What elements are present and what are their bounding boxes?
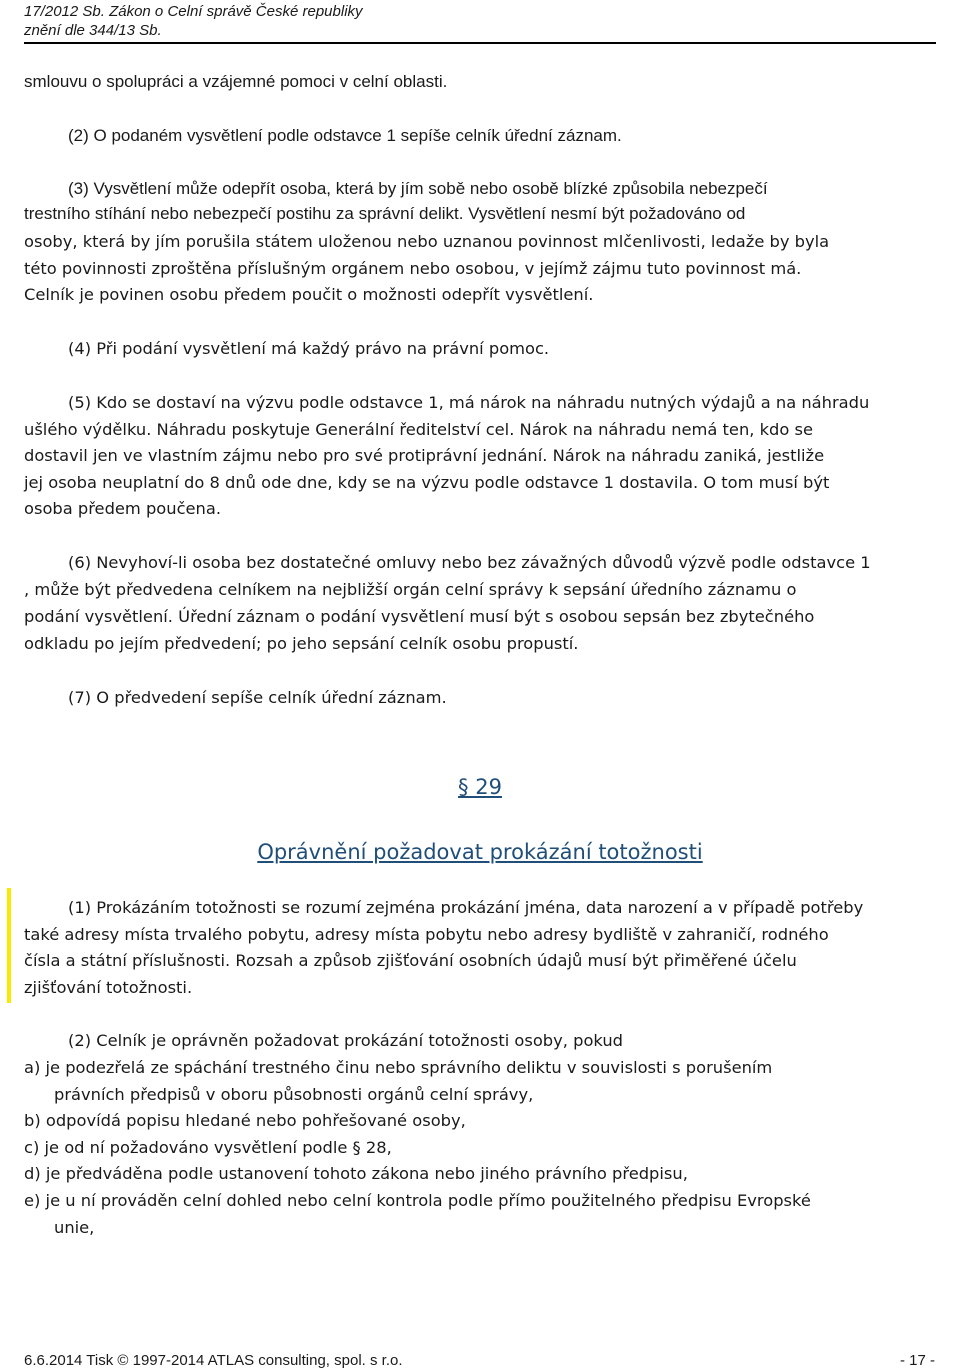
- text-line: osoby, která by jím porušila státem uloženou nebo uznanou povinnost mlčenlivosti, ledaže by byla: [24, 232, 830, 251]
- text-line: (6) Nevyhoví-li osoba bez dostatečné omluvy nebo bez závažných důvodů výzvě podle odstavce 1: [68, 553, 871, 572]
- list-item: d) je předváděna podle ustanovení tohoto zákona nebo jiného právního předpisu,: [24, 1164, 688, 1183]
- text-line: jej osoba neuplatní do 8 dnů ode dne, kdy se na výzvu podle odstavce 1 dostavila. O tom musí být: [24, 473, 830, 492]
- text-line: , může být předvedena celníkem na nejbližší orgán celní správy k sepsání úředního záznamu o: [24, 580, 797, 599]
- text-line: (2) O podaném vysvětlení podle odstavce 1 sepíše celník úřední záznam.: [68, 126, 622, 145]
- text-line: čísla a státní příslušnosti. Rozsah a způsob zjišťování osobních údajů musí být přiměřené účelu: [24, 951, 797, 970]
- text-line: této povinnosti zproštěna příslušným orgánem nebo osobou, v jejímž zájmu tuto povinnost má.: [24, 259, 802, 278]
- text-line: ušlého výdělku. Náhradu poskytuje Generální ředitelství cel. Nárok na náhradu nemá ten, kdo se: [24, 420, 814, 439]
- text-line: (3) Vysvětlení může odepřít osoba, která by jím sobě nebo osobě blízké způsobila nebezpečí: [68, 179, 768, 198]
- text-line: podání vysvětlení. Úřední záznam o podání vysvětlení musí být s osobou sepsán bez zbytečného: [24, 607, 815, 626]
- list-item: a) je podezřelá ze spáchání trestného činu nebo správního deliktu v souvislosti s porušením: [24, 1058, 773, 1077]
- section-title: Oprávnění požadovat prokázání totožnosti: [257, 840, 703, 864]
- text-line: trestního stíhání nebo nebezpečí postihu za správní delikt. Vysvětlení nesmí být požadováno od: [24, 204, 746, 223]
- list-item-continuation: unie,: [54, 1218, 95, 1237]
- footer-print-info: 6.6.2014 Tisk © 1997-2014 ATLAS consulting, spol. s r.o.: [24, 1352, 403, 1369]
- header-rule: [24, 42, 936, 44]
- text-line: odkladu po jejím předvedení; po jeho sepsání celník osobu propustí.: [24, 634, 579, 653]
- text-line: (2) Celník je oprávněn požadovat prokázání totožnosti osoby, pokud: [68, 1031, 624, 1050]
- running-header: [24, 2, 936, 40]
- text-line: osoba předem poučena.: [24, 499, 222, 518]
- page-number: - 17 -: [900, 1352, 936, 1369]
- text-line: smlouvu o spolupráci a vzájemné pomoci v celní oblasti.: [24, 72, 448, 91]
- text-line: Celník je povinen osobu předem poučit o možnosti odepřít vysvětlení.: [24, 285, 594, 304]
- section-number: § 29: [458, 775, 502, 799]
- list-item: e) je u ní prováděn celní dohled nebo celní kontrola podle přímo použitelného předpisu Evropské: [24, 1191, 811, 1210]
- text-line: (7) O předvedení sepíše celník úřední záznam.: [68, 688, 447, 707]
- text-line: dostavil jen ve vlastním zájmu nebo pro své protiprávní jednání. Nárok na náhradu zaniká, jestliže: [24, 446, 825, 465]
- list-item: c) je od ní požadováno vysvětlení podle § 28,: [24, 1138, 392, 1157]
- text-line: (4) Při podání vysvětlení má každý právo na právní pomoc.: [68, 339, 550, 358]
- list-item-continuation: právních předpisů v oboru působnosti orgánů celní správy,: [54, 1085, 534, 1104]
- header-version: znění dle 344/13 Sb.: [24, 22, 162, 39]
- text-line: zjišťování totožnosti.: [24, 978, 193, 997]
- header-title: 17/2012 Sb. Zákon o Celní správě České republiky: [24, 3, 363, 20]
- change-marker: [7, 888, 11, 1003]
- text-line: (1) Prokázáním totožnosti se rozumí zejména prokázání jména, data narození a v případě potřeby: [68, 898, 864, 917]
- text-line: (5) Kdo se dostaví na výzvu podle odstavce 1, má nárok na náhradu nutných výdajů a na náhradu: [68, 393, 870, 412]
- list-item: b) odpovídá popisu hledané nebo pohřešované osoby,: [24, 1111, 466, 1130]
- text-line: také adresy místa trvalého pobytu, adresy místa pobytu nebo adresy bydliště v zahraničí, rodného: [24, 925, 829, 944]
